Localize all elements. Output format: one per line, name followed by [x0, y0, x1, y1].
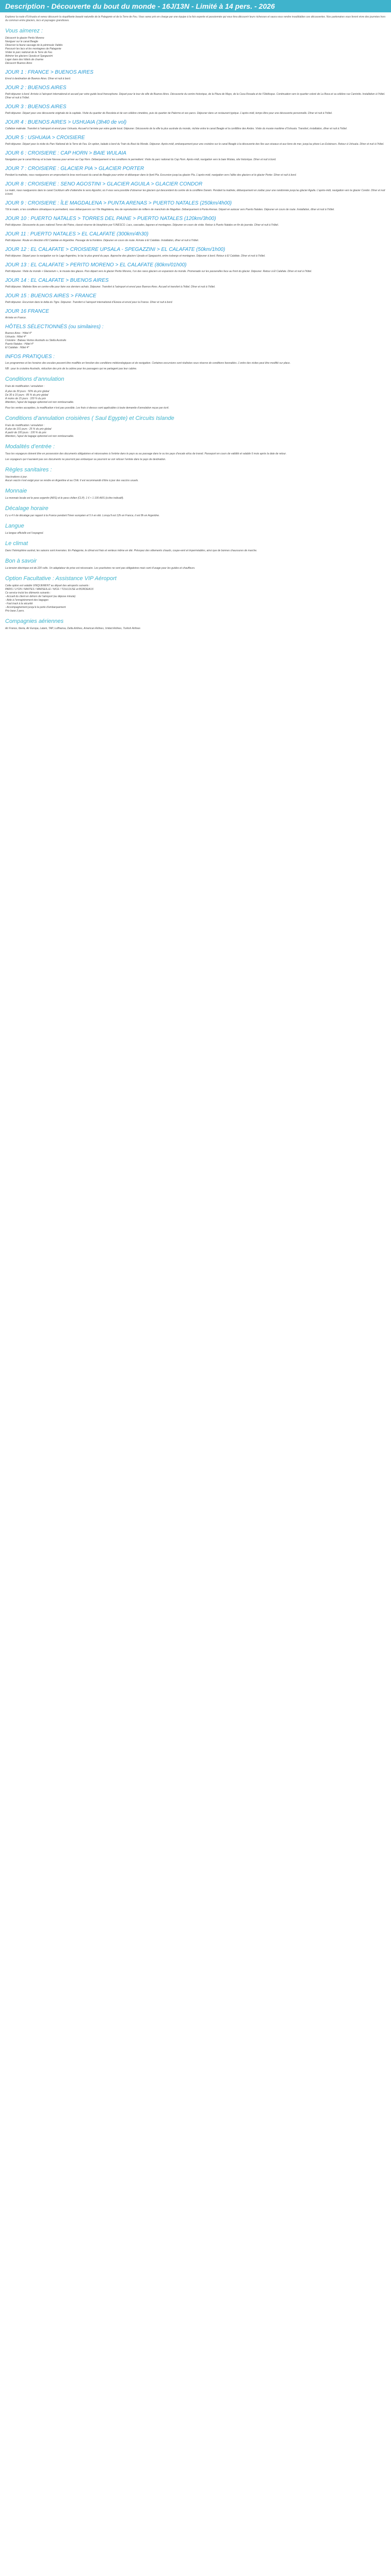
list-item: Loger dans des hôtels de charme [5, 58, 44, 61]
section-text: Petit déjeuner. Départ pour la visite du Parc National de la Terre de Feu. En option, balade à bord du Train du Bout du Monde. Déjeuner. Après-midi, embarquement pour une croisière sur le canal Beagle à la découverte des îles aux oiseaux et aux lions de mer, jusqu’au phare Les Eclaireurs. Retour à Ushuaïa. Dîner et nuit à l’hôtel. [5, 143, 384, 146]
section-text: Arrivée en France. [5, 316, 27, 319]
list-item: À plus de 101 jours : 25 % du prix global [5, 428, 52, 431]
list-item: Croisière : Bateau Ventus Australis ou Stella Australis [5, 339, 67, 342]
section-text: La monnaie locale est le peso argentin (ARS) et le peso chilien (CLP). 1 € ≈ 1 100 ARS (à titre indicatif). [5, 497, 124, 500]
section-text: Dans l’hémisphère austral, les saisons sont inversées. En Patagonie, le climat est frais et venteux même en été. Prévoyez des vêtements chauds, coupe-vent et imperméables, ainsi que de bonnes chaussures de marche. [5, 549, 257, 552]
section [5, 354, 386, 371]
section-heading: Compagnies aériennes [5, 618, 64, 624]
list-item: Visiter le parc national de la Terre de Feu [5, 51, 53, 54]
section-heading: JOUR 7 : CROISIERE : GLACIER PIA > GLACIER PORTER [5, 166, 144, 172]
section [5, 618, 386, 631]
list-item: Observer la faune sauvage de la péninsule Valdés [5, 44, 63, 47]
list-item: À partir de 100 jours : 100 % du prix [5, 431, 46, 434]
section-heading: JOUR 4 : BUENOS AIRES > USHUAIA (3h40 de vol) [5, 120, 127, 125]
section-heading: JOUR 2 : BUENOS AIRES [5, 85, 67, 91]
section [5, 247, 386, 258]
section-text: Petit déjeuner à bord. Arrivée à l’aéroport international et accueil par votre guide local francophone. Départ pour le tour de ville de Buenos Aires. Découverte du centre historique, de la Plaza de Mayo, de la Casa Rosada et de l’Obélisque. Continuation vers le quartier coloré de La Boca et sa célèbre rue Caminito. Installation à l’hôtel. Dîner et nuit à l’hôtel. [5, 93, 385, 99]
section-text: Tôt le matin, si les conditions climatiques le permettent, nous débarquerons sur l’île Magdalena, lieu de reproduction de milliers de manchots de Magellan. Débarquement à Punta Arenas. Départ en autocar vers Puerto Natales. Déjeuner en cours de route. Installation, dîner et nuit à l’hôtel. [5, 208, 335, 211]
section-text: Petit déjeuner. Route en direction d’El Calafate en Argentine. Passage de la frontière. Déjeuner en cours de route. Arrivée à El Calafate. Installation, dîner et nuit à l’hôtel. [5, 239, 199, 242]
section-heading: Le climat [5, 540, 28, 547]
section [5, 262, 386, 274]
section [5, 85, 386, 100]
section-text: Pendant la matinée, nous naviguerons en empruntant le bras nord-ouest du canal de Beagle pour entrer et débarquer dans le fjord Pía. Excursion jusqu’au glacier Pía. L’après-midi, navigation vers l’allée des glaciers et le glacier Porter. Dîner et nuit à bord. [5, 174, 297, 177]
section-note: Les voyageurs qui n’auraient pas ces documents ne pourront pas embarquer ou pourront se voir refuser l’entrée dans le pays de destination. [5, 458, 166, 461]
section [5, 505, 386, 518]
section-heading: JOUR 13 : EL CALAFATE > PERITO MORENO > EL CALAFATE (80km/01h00) [5, 262, 187, 268]
list-item: À plus de 30 jours : 50% du prix global [5, 390, 50, 393]
section-heading: JOUR 11 : PUERTO NATALES > EL CALAFATE (300km/4h30) [5, 231, 149, 237]
list-item: Aucun vaccin n’est exigé pour se rendre en Argentine et au Chili. Il est recommandé d’être à jour des vaccins usuels. [5, 479, 139, 482]
list-item: De 30 à 15 jours : 85 % du prix global [5, 394, 48, 397]
section [5, 293, 386, 304]
section [5, 309, 386, 320]
list-item: - Aide à l’enregistrement des bagages [5, 599, 49, 602]
section [5, 415, 386, 438]
list-item: PARIS / LYON / NANTES / MARSEILLE / NICE / TOULOUSE et BORDEAUX [5, 588, 94, 591]
section-heading: JOUR 16 FRANCE [5, 309, 50, 314]
list-item: Parcourir les lacs et les montagnes de Patagonie [5, 47, 61, 50]
section [5, 150, 386, 162]
section [5, 575, 386, 613]
section [5, 376, 386, 410]
section-heading: JOUR 6 : CROISIERE : CAP HORN > BAIE WULAIA [5, 150, 126, 156]
list-item: Vaccinations à jour. [5, 476, 28, 479]
section-heading: JOUR 5 : USHUAIA > CROISIERE [5, 135, 85, 141]
list-item: Attention, l’ajout de bagage optionnel est non remboursable. [5, 401, 74, 404]
page-title: Description - Découverte du bout du monde - 16J/13N - Limité à 14 pers. - 2026 [0, 0, 391, 12]
list-item: Prix base 2 pers. [5, 609, 25, 613]
section-text: La langue officielle est l’espagnol. [5, 532, 44, 535]
section [5, 200, 386, 212]
list-item: Naviguer sur le canal Beagle [5, 40, 38, 43]
section-heading: Option Facultative : Assistance VIP Aéroport [5, 575, 117, 582]
section-heading: JOUR 1 : FRANCE > BUENOS AIRES [5, 70, 94, 75]
section-text: Il y a 4 h de décalage par rapport à la France pendant l’hiver européen et 5 h en été. Lorsqu’il est 12h en France, il est 8h en Argentine. [5, 514, 160, 517]
section-heading: Langue [5, 523, 24, 529]
section-text: Air France, Iberia, Air Europa, Latam, TAP, Lufthansa, Delta Airlines, American Airlines, United Airlines, Turkish Airlines [5, 627, 141, 630]
section-heading: Vous aimerez : [5, 28, 43, 34]
list-item: Découvrir le glacier Perito Moreno [5, 37, 44, 40]
section [5, 166, 386, 177]
section-text: La tension électrique est de 220 volts. Un adaptateur de prise est nécessaire. Les pourboires ne sont pas obligatoires mais sont d’usage pour les guides et chauffeurs. [5, 567, 196, 570]
section-heading: JOUR 8 : CROISIERE : SENO AGOSTINI > GLACIER AGUILA > GLACIER CONDOR [5, 181, 203, 187]
section-note: Pour les ventes acceptées, la modification n’est pas possible. Les frais ci-dessus sont applicables à toute demande d’annulation reçue par écrit. [5, 406, 169, 410]
section-text: Petit déjeuner. Découverte du parc national Torres del Paine, classé réserve de biosphère par l’UNESCO. Lacs, cascades, lagunes et montagnes. Déjeuner en cours de visite. Retour à Puerto Natales en fin de journée. Dîner et nuit à l’hôtel. [5, 224, 279, 227]
section [5, 231, 386, 243]
section-text: Les programmes et les horaires des escales peuvent être modifiés en fonction des conditions météorologiques et de navigation. Certaines excursions sont réalisées sous réserve de conditions favorables. L’ordre des visites peut être modifié sur place. [5, 362, 291, 365]
section [5, 28, 386, 65]
section [5, 278, 386, 289]
section-text: Petit déjeuner. Excursion dans le delta du Tigre. Déjeuner. Transfert à l’aéroport international d’Ezeiza et envol pour la France. Dîner et nuit à bord. [5, 301, 173, 304]
list-item: Ushuaïa : Hôtel 4* [5, 335, 26, 338]
section [5, 467, 386, 483]
section-heading: INFOS PRATIQUES : [5, 354, 55, 360]
list-item: Cette option est valable UNIQUEMENT au départ des aéroports suivants : [5, 584, 90, 587]
section [5, 216, 386, 227]
section-heading: Conditions d’annulation [5, 376, 64, 382]
section-text: Petit déjeuner. Matinée libre en centre-ville pour faire vos derniers achats. Déjeuner. Transfert à l’aéroport et envol pour Buenos Aires. Accueil et transfert à l’hôtel. Dîner et nuit à l’hôtel. [5, 285, 216, 289]
list-item: Découvrir Buenos Aires [5, 62, 32, 65]
list-item: Attention, l’ajout de bagage optionnel est non remboursable. [5, 435, 74, 438]
section-text: Petit déjeuner. Départ pour une découverte originale de la capitale. Visite du quartier de Recoleta et de son célèbre cimetière, puis du quartier de Palermo et ses parcs. Déjeuner dans un restaurant typique. L’après-midi, temps libre pour une découverte personnelle. Dîner et nuit à l’hôtel. [5, 112, 333, 115]
section-heading: Monnaie [5, 488, 27, 494]
list-item: Ce service inclut les éléments suivants : [5, 591, 51, 595]
section [5, 523, 386, 535]
section-heading: JOUR 10 : PUERTO NATALES > TORRES DEL PAINE > PUERTO NATALES (120km/3h00) [5, 216, 216, 222]
section [5, 70, 386, 81]
section-heading: Modalités d’entrée : [5, 444, 55, 450]
list-item: El Calafate : Hôtel 4* [5, 346, 29, 349]
section-text: Petit déjeuner. Départ pour la navigation sur le Lago Argentino, le lac le plus grand du pays. Approche des glaciers Upsala et Spegazzini, entre icebergs et montagnes. Déjeuner à bord. Retour à El Calafate. Dîner et nuit à l’hôtel. [5, 255, 266, 258]
list-item: Admirer les glaciers Upsala et Spegazzini [5, 55, 53, 58]
list-item: Puerto Natales : Hôtel 4* [5, 343, 34, 346]
section-heading: JOUR 3 : BUENOS AIRES [5, 104, 67, 110]
content [0, 15, 391, 642]
section-text: Petit déjeuner. Visite du monde « Glaciarium », le musée des glaces. Puis départ vers le glacier Perito Moreno, l’un des rares glaciers en expansion du monde. Promenade sur les passerelles face au front du glacier. Déjeuner. Retour à El Calafate. Dîner et nuit à l’hôtel. [5, 270, 312, 273]
section [5, 181, 386, 196]
section-heading: HÔTELS SÉLECTIONNÉS (ou similaires) : [5, 324, 104, 330]
section [5, 120, 386, 131]
section-text: Collation matinale. Transfert à l’aéroport et envol pour Ushuaïa. Accueil à l’arrivée par votre guide local. Déjeuner. Découverte de la ville la plus australe du monde, nichée entre le canal Beagle et la cordillère des Andes. Visite du musée maritime d’Ushuaïa. Transfert, installation, dîner et nuit à l’hôtel. [5, 127, 348, 130]
section-text: Envol à destination de Buenos Aires. Dîner et nuit à bord. [5, 77, 71, 80]
list-item: Frais de modification / annulation : [5, 424, 45, 427]
list-item: - Fast track à la sécurité [5, 602, 33, 605]
section-text: Le matin, nous naviguerons dans le canal Cockburn afin d’atteindre le seno Agostini, où il vous sera possible d’observer les glaciers qui descendent du centre de la cordillère Darwin. Pendant la matinée, débarquement en zodiac pour une randonnée jusqu’au glacier Aguila. L’après-midi, navigation vers le glacier Condor. Dîner et nuit à bord. [5, 189, 385, 196]
section-heading: JOUR 15 : BUENOS AIRES > FRANCE [5, 293, 96, 299]
section [5, 488, 386, 500]
section-text: Navigation par le canal Murray et la baie Nassau pour arriver au Cap Horn. Débarquement si les conditions le permettent. Visite du parc national du Cap Horn. Après-midi, navigation vers la baie Wulaia, site historique. Dîner et nuit à bord. [5, 158, 276, 161]
section [5, 444, 386, 462]
section-text: Frais de modification / annulation : [5, 385, 45, 388]
section-heading: JOUR 14 : EL CALAFATE > BUENOS AIRES [5, 278, 109, 283]
section-heading: Règles sanitaires : [5, 467, 52, 473]
section [5, 558, 386, 570]
list-item: - Accompagnement jusqu’à la porte d’embarquement [5, 606, 66, 609]
list-item: - Accueil du client en dehors de l’aéroport (au dépose minute) [5, 595, 76, 598]
section-text: Tous les voyageurs doivent être en possession des documents obligatoires et nécessaires à l’entrée dans le pays ou au passage dans le ou les pays d’escale et/ou de transit. Passeport en cours de validité et valable 6 mois après la date de retour. [5, 452, 287, 455]
section-note: NB : pour le croisière Australis, réduction des prix de la cabine pour les passagers qui ne partagent pas leur cabine. [5, 367, 137, 370]
section [5, 104, 386, 115]
page [0, 0, 391, 642]
section-heading: Bon à savoir [5, 558, 37, 564]
section-heading: Conditions d’annulation croisières ( Saul Egypte) et Circuits Islande [5, 415, 174, 421]
section [5, 324, 386, 350]
section-heading: Décalage horaire [5, 505, 48, 512]
list-item: Buenos Aires : Hôtel 4* [5, 332, 32, 335]
section [5, 540, 386, 553]
section-heading: JOUR 12 : EL CALAFATE > CROISIERE UPSALA - SPEGAZZINI > EL CALAFATE (50km/1h00) [5, 247, 225, 252]
section-heading: JOUR 9 : CROISIERE : ÎLE MAGDALENA > PUNTA ARENAS > PUERTO NATALES (250km/4h00) [5, 200, 232, 206]
intro-text: Explorez la route d’Ushuaïa et venez découvrir la stupéfiante beauté naturelle de la Patagonie et de la Terre de Feu. Vous serez pris en charge par une équipe à la fois experte et passionnée qui vous fera découvrir leurs richesses et saura vous rendre inoubliables ces découvertes. Nos partenaires vous feront vivre des journées hors du commun entre glaciers, lacs et paysages grandioses. [5, 15, 386, 22]
section [5, 135, 386, 146]
list-item: À moins de 15 jours : 100 % du prix [5, 397, 46, 400]
